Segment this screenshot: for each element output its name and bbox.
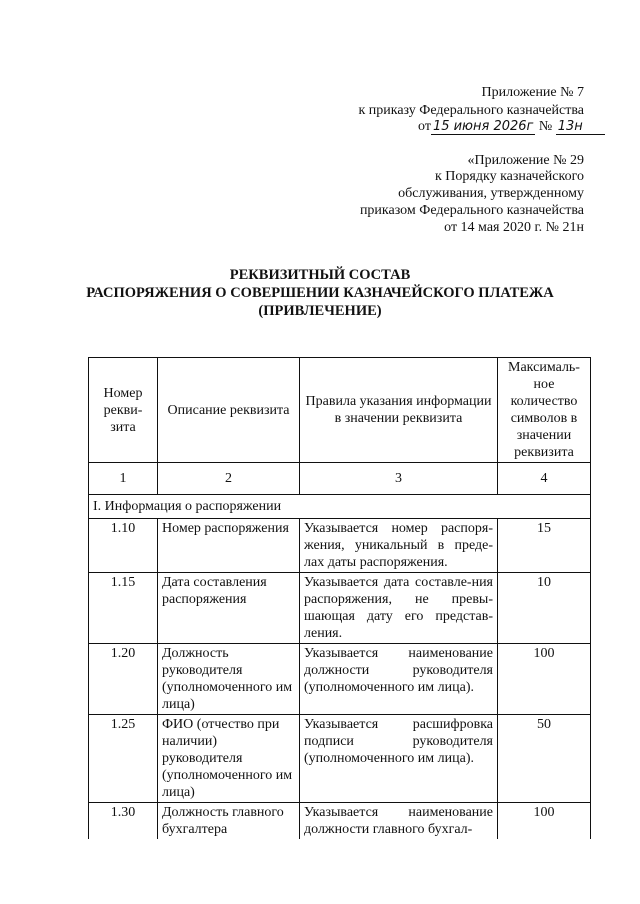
table-header-row: [89, 358, 591, 463]
table-row: [89, 803, 591, 840]
quote-order: приказом Федерального казначейства: [359, 203, 584, 218]
header-number: Номер рекви-зита: [89, 358, 158, 463]
quote-appendix: «Приложение № 29: [467, 153, 584, 168]
number-prefix: №: [538, 119, 553, 134]
column-number: 4: [498, 463, 591, 495]
row-rule: Указывается наименование должности главного бухгал-: [300, 803, 498, 840]
table-row: [89, 715, 591, 803]
handwritten-number: 13н: [556, 119, 605, 135]
order-reference: к приказу Федерального казначейства: [358, 103, 584, 118]
title-line-1: РЕКВИЗИТНЫЙ СОСТАВ: [229, 267, 411, 283]
header-rules: Правила указания информации в значении реквизита: [300, 358, 498, 463]
table-row: [89, 573, 591, 644]
quote-service: обслуживания, утвержденному: [398, 186, 584, 201]
row-rule: Указывается дата составле-ния распоряжения, не превы-шающая дату его представ-ления.: [300, 573, 498, 644]
title-line-3: (ПРИВЛЕЧЕНИЕ): [258, 303, 382, 319]
row-description: Должность руководителя (уполномоченного им лица): [158, 644, 300, 715]
requisites-table: [88, 357, 591, 839]
row-number: 1.10: [89, 519, 158, 573]
section-title: I. Информация о распоряжении: [89, 495, 591, 519]
row-description: Дата составления распоряжения: [158, 573, 300, 644]
header-max-chars: Максималь-ное количество символов в значении реквизита: [498, 358, 591, 463]
table-row: [89, 644, 591, 715]
handwritten-date: 15 июня 2026г: [432, 119, 534, 134]
title-line-2: РАСПОРЯЖЕНИЯ О СОВЕРШЕНИИ КАЗНАЧЕЙСКОГО ПЛАТЕЖА: [86, 285, 554, 301]
column-number: 2: [158, 463, 300, 495]
row-number: 1.15: [89, 573, 158, 644]
column-number-row: [89, 463, 591, 495]
row-rule: Указывается расшифровка подписи руководителя (уполномоченного им лица).: [300, 715, 498, 803]
column-number: 3: [300, 463, 498, 495]
row-rule: Указывается наименование должности руководителя (уполномоченного им лица).: [300, 644, 498, 715]
row-max-chars: 50: [498, 715, 591, 803]
quote-date: от 14 мая 2020 г. № 21н: [444, 220, 584, 235]
row-description: Должность главного бухгалтера: [158, 803, 300, 840]
order-date-line: [418, 118, 605, 135]
row-rule: Указывается номер распоря-жения, уникальный в преде-лах даты распоряжения.: [300, 519, 498, 573]
table-row: [89, 519, 591, 573]
row-number: 1.25: [89, 715, 158, 803]
header-description: Описание реквизита: [158, 358, 300, 463]
row-max-chars: 10: [498, 573, 591, 644]
row-number: 1.30: [89, 803, 158, 840]
row-max-chars: 100: [498, 644, 591, 715]
appendix-label: Приложение № 7: [481, 85, 584, 100]
column-number: 1: [89, 463, 158, 495]
row-description: Номер распоряжения: [158, 519, 300, 573]
row-max-chars: 100: [498, 803, 591, 840]
row-number: 1.20: [89, 644, 158, 715]
section-row: [89, 495, 591, 519]
date-prefix: от: [418, 119, 431, 134]
row-description: ФИО (отчество при наличии) руководителя (уполномоченного им лица): [158, 715, 300, 803]
quote-procedure: к Порядку казначейского: [434, 169, 584, 184]
row-max-chars: 15: [498, 519, 591, 573]
